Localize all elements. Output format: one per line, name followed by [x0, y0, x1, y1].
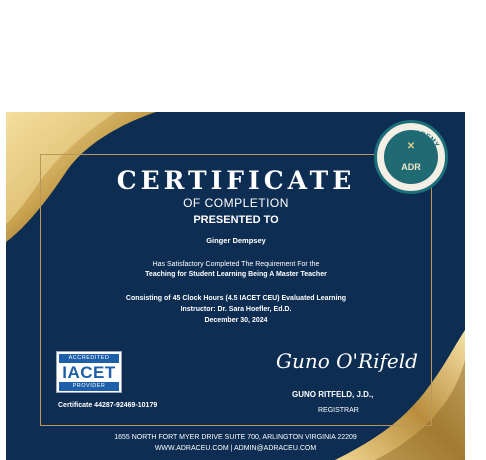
footer-address: 1655 NORTH FORT MYER DRIVE SUITE 700, ARLINGTON VIRGINIA 22209 — [114, 434, 357, 441]
clock-hours: Consisting of 45 Clock Hours (4.5 IACET CEU) Evaluated Learning — [125, 295, 347, 302]
certificate-subtitle: OF COMPLETION — [183, 196, 289, 210]
signer-name: GUNO RITFELD, J.D., — [292, 390, 374, 399]
signer-role: REGISTRAR — [318, 407, 359, 414]
presented-to-label: PRESENTED TO — [193, 214, 279, 226]
instructor: Instructor: Dr. Sara Hoefler, Ed.D. — [180, 306, 292, 313]
iacet-bottom-band: PROVIDER — [59, 382, 119, 391]
iacet-wordmark: IACET — [62, 363, 116, 382]
signature: Guno O'Rifeld — [276, 349, 418, 373]
certificate — [6, 112, 465, 460]
svg-text:ADR ACADEMY: ADR ACADEMY — [388, 129, 440, 149]
badge-logo-text: ADR — [401, 162, 421, 172]
certificate-number: Certificate 44287-92469-10179 — [58, 402, 158, 409]
completion-date: December 30, 2024 — [204, 317, 268, 324]
certificate-title: CERTIFICATE — [116, 166, 356, 195]
footer-contact: WWW.ADRACEU.COM | ADMIN@ADRACEU.COM — [154, 445, 317, 452]
iacet-top-band: ACCREDITED — [59, 354, 119, 363]
crossed-arrows-icon: ✕ — [406, 141, 416, 152]
course-title: Teaching for Student Learning Being A Master Teacher — [145, 271, 327, 278]
recipient-name: Ginger Dempsey — [206, 236, 266, 245]
requirement-line-1: Has Satisfactory Completed The Requirement For the — [152, 261, 320, 268]
iacet-accredited-provider-logo — [56, 351, 122, 393]
